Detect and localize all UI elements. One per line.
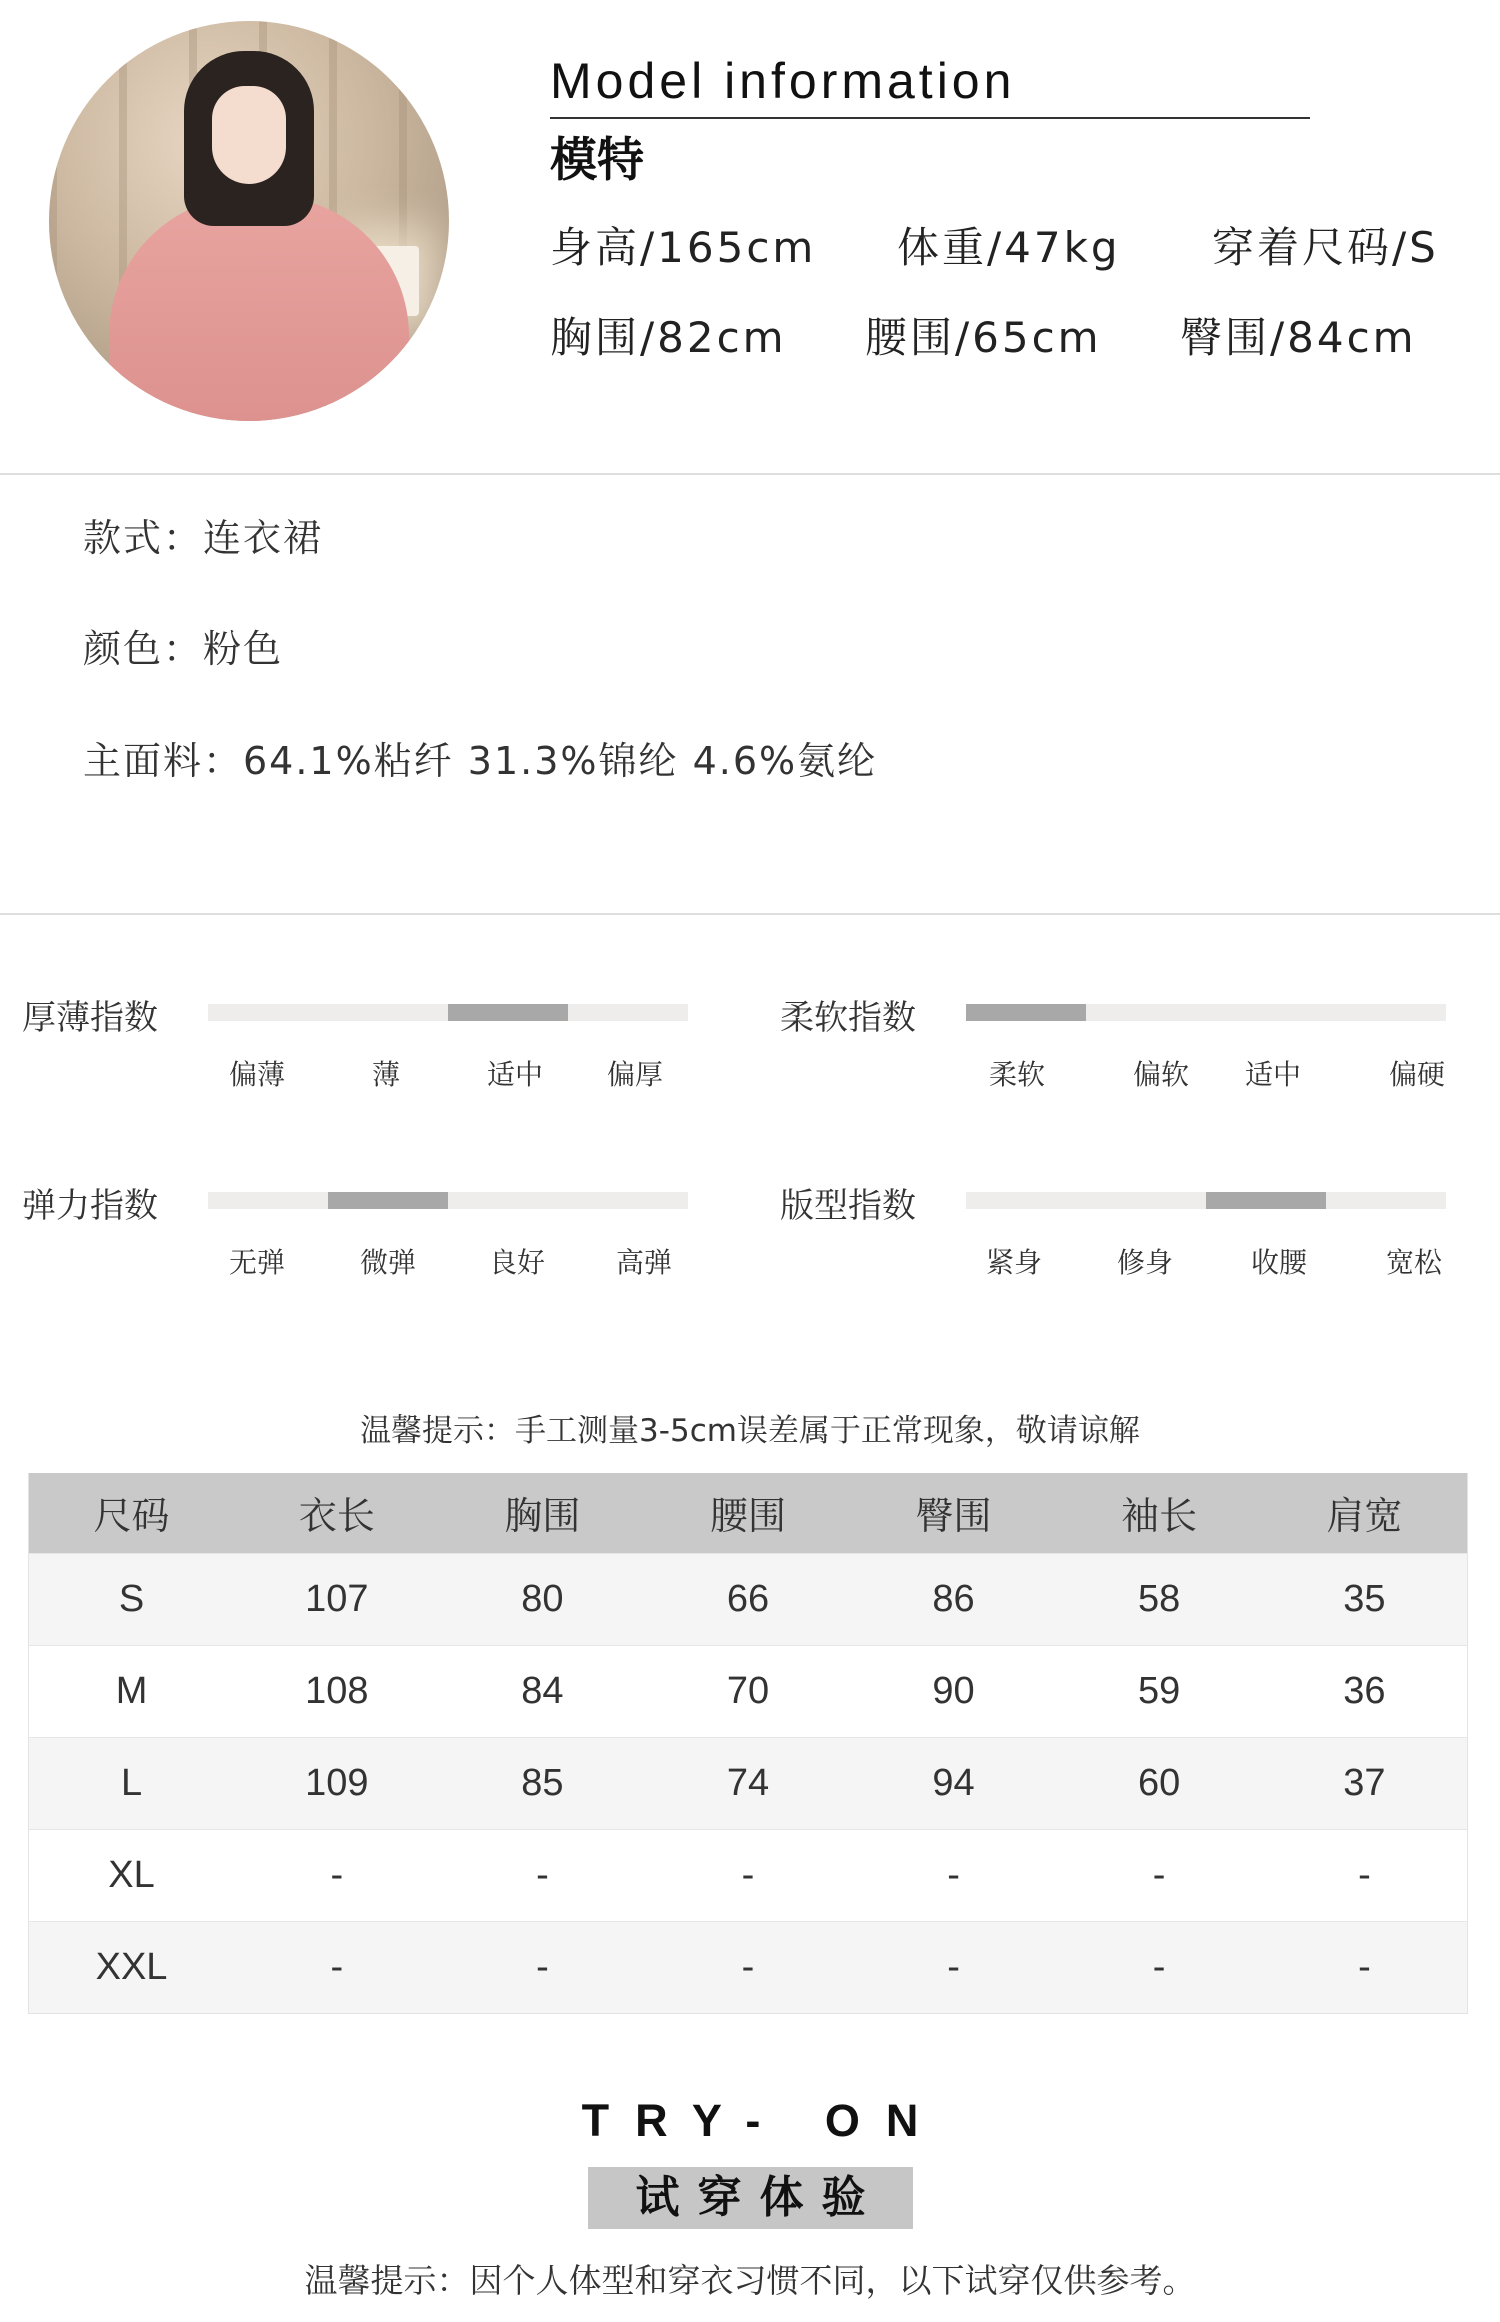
table-cell: - xyxy=(851,1829,1057,1921)
table-cell: 35 xyxy=(1262,1553,1468,1645)
table-cell: 74 xyxy=(645,1737,851,1829)
measurement-notice: 温馨提示：手工测量3-5cm误差属于正常现象，敬请谅解 xyxy=(360,1413,1140,1449)
table-cell: 58 xyxy=(1056,1553,1262,1645)
header-shoulder: 肩宽 xyxy=(1262,1473,1468,1553)
softness-option: 柔软 xyxy=(988,1058,1046,1091)
fit-option: 紧身 xyxy=(985,1246,1043,1279)
table-cell: 86 xyxy=(851,1553,1057,1645)
thickness-option: 偏厚 xyxy=(606,1058,664,1091)
table-cell: 109 xyxy=(234,1737,440,1829)
softness-option: 偏软 xyxy=(1132,1058,1190,1091)
elasticity-index-bar xyxy=(208,1192,688,1209)
model-weight: 体重/47kg xyxy=(897,223,1121,272)
table-cell: 94 xyxy=(851,1737,1057,1829)
elasticity-index-marker xyxy=(328,1192,448,1209)
header-sleeve: 袖长 xyxy=(1056,1473,1262,1553)
table-cell: - xyxy=(1056,1921,1262,2013)
table-cell: 36 xyxy=(1262,1645,1468,1737)
fit-option: 收腰 xyxy=(1250,1246,1308,1279)
elasticity-option: 良好 xyxy=(488,1246,546,1279)
fit-option: 修身 xyxy=(1116,1246,1174,1279)
table-cell: 59 xyxy=(1056,1645,1262,1737)
model-info-subtitle: 模特 xyxy=(550,133,644,188)
spec-fabric: 主面料：64.1%粘纤 31.3%锦纶 4.6%氨纶 xyxy=(83,739,878,783)
elasticity-index-title: 弹力指数 xyxy=(22,1186,158,1226)
section-divider xyxy=(0,473,1500,475)
fit-index-marker xyxy=(1206,1192,1326,1209)
table-cell: 85 xyxy=(440,1737,646,1829)
table-cell: S xyxy=(29,1553,235,1645)
tryon-notice: 温馨提示：因个人体型和穿衣习惯不同，以下试穿仅供参考。 xyxy=(304,2261,1196,2300)
table-cell: - xyxy=(1262,1829,1468,1921)
elasticity-option: 微弹 xyxy=(359,1246,417,1279)
header-bust: 胸围 xyxy=(440,1473,646,1553)
thickness-index-bar xyxy=(208,1004,688,1021)
tryon-title-cn: 试穿体验 xyxy=(635,2172,884,2223)
table-cell: 37 xyxy=(1262,1737,1468,1829)
softness-option: 适中 xyxy=(1244,1058,1302,1091)
fit-index-title: 版型指数 xyxy=(780,1186,916,1226)
table-cell: L xyxy=(29,1737,235,1829)
table-cell: XL xyxy=(29,1829,235,1921)
model-info-title: Model information xyxy=(550,53,1016,109)
table-cell: 66 xyxy=(645,1553,851,1645)
table-cell: 60 xyxy=(1056,1737,1262,1829)
table-cell: - xyxy=(1056,1829,1262,1921)
elasticity-option: 无弹 xyxy=(228,1246,286,1279)
softness-option: 偏硬 xyxy=(1388,1058,1446,1091)
table-cell: - xyxy=(645,1921,851,2013)
table-cell: - xyxy=(851,1921,1057,2013)
table-cell: - xyxy=(440,1829,646,1921)
thickness-option: 偏薄 xyxy=(228,1058,286,1091)
table-cell: 70 xyxy=(645,1645,851,1737)
model-bust: 胸围/82cm xyxy=(550,313,787,362)
section-divider xyxy=(0,913,1500,915)
table-cell: - xyxy=(234,1829,440,1921)
table-cell: 107 xyxy=(234,1553,440,1645)
fit-index-bar xyxy=(966,1192,1446,1209)
table-cell: M xyxy=(29,1645,235,1737)
table-row xyxy=(29,1645,1468,1737)
table-cell: XXL xyxy=(29,1921,235,2013)
table-row xyxy=(29,1553,1468,1645)
model-waist: 腰围/65cm xyxy=(865,313,1102,362)
thickness-index-title: 厚薄指数 xyxy=(22,998,158,1038)
header-size: 尺码 xyxy=(29,1473,235,1553)
header-length: 衣长 xyxy=(234,1473,440,1553)
table-row xyxy=(29,1921,1468,2013)
table-cell: - xyxy=(234,1921,440,2013)
table-row xyxy=(29,1829,1468,1921)
table-cell: 108 xyxy=(234,1645,440,1737)
model-title-underline xyxy=(550,117,1310,119)
size-table-header xyxy=(29,1473,1468,1553)
softness-index-bar xyxy=(966,1004,1446,1021)
tryon-title-en: TRY- ON xyxy=(581,2095,945,2146)
table-cell: - xyxy=(645,1829,851,1921)
model-hip: 臀围/84cm xyxy=(1180,313,1417,362)
header-waist: 腰围 xyxy=(645,1473,851,1553)
table-row xyxy=(29,1737,1468,1829)
model-photo xyxy=(49,21,449,421)
thickness-option: 薄 xyxy=(371,1058,401,1091)
table-cell: 90 xyxy=(851,1645,1057,1737)
table-cell: - xyxy=(1262,1921,1468,2013)
size-table xyxy=(28,1473,1468,2014)
spec-color: 颜色：粉色 xyxy=(83,627,284,671)
fit-option: 宽松 xyxy=(1385,1246,1443,1279)
thickness-index-marker xyxy=(448,1004,568,1021)
softness-index-marker xyxy=(966,1004,1086,1021)
table-cell: 84 xyxy=(440,1645,646,1737)
table-cell: - xyxy=(440,1921,646,2013)
model-size-worn: 穿着尺码/S xyxy=(1212,223,1439,272)
table-cell: 80 xyxy=(440,1553,646,1645)
spec-style: 款式：连衣裙 xyxy=(83,516,324,560)
header-hip: 臀围 xyxy=(851,1473,1057,1553)
model-height: 身高/165cm xyxy=(550,223,817,272)
thickness-option: 适中 xyxy=(486,1058,544,1091)
elasticity-option: 高弹 xyxy=(615,1246,673,1279)
softness-index-title: 柔软指数 xyxy=(780,998,916,1038)
